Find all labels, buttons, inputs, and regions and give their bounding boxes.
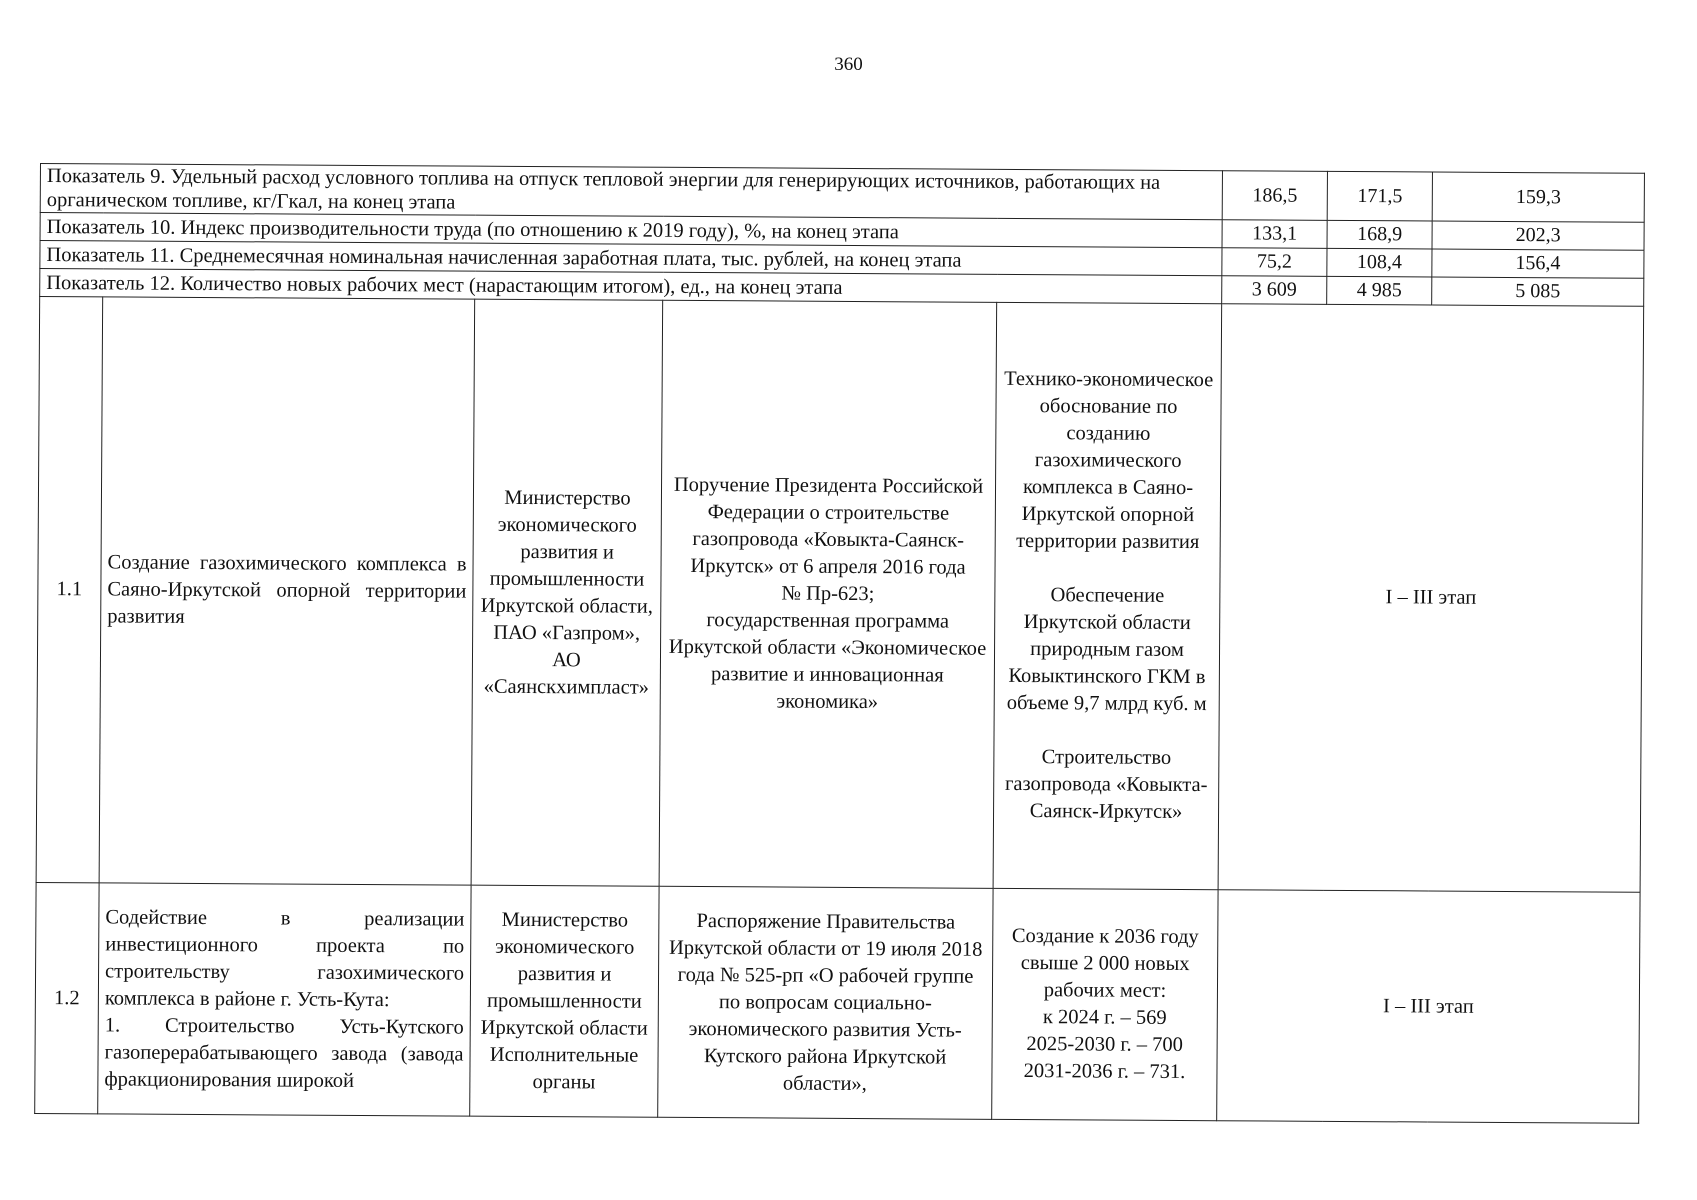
indicator-value-stage-1: 75,2 bbox=[1222, 248, 1327, 277]
measure-executors: Министерство экономического развития и промышленности Иркутской области Исполнительные органы bbox=[470, 885, 659, 1117]
measure-name: Создание газохимического комплекса в Саяно-Иркутской опорной территории развития bbox=[99, 297, 475, 885]
measure-basis: Распоряжение Правительства Иркутской области от 19 июля 2018 года № 525-рп «О рабочей группе по вопросам социально-экономического развития Усть-Кутского района Иркутской области», bbox=[658, 886, 993, 1119]
indicator-value-stage-2: 171,5 bbox=[1327, 171, 1432, 221]
measure-executors: Министерство экономического развития и промышленности Иркутской области, ПАО «Газпром», АО «Саянскхимпласт» bbox=[471, 299, 663, 886]
indicator-value-stage-2: 4 985 bbox=[1327, 276, 1432, 305]
indicator-value-stage-1: 186,5 bbox=[1222, 171, 1327, 221]
indicator-value-stage-3: 202,3 bbox=[1432, 221, 1644, 250]
measure-stage: I – III этап bbox=[1218, 304, 1644, 893]
result-item: Строительство газопровода «Ковыкта-Саянск-Иркутск» bbox=[1004, 746, 1208, 823]
measure-name: Содействие в реализации инвестиционного проекта по строительству газохимического комплекса в районе г. Усть-Кута: 1. Строительство Усть-Кутского газоперерабатывающего завода (завода фракционирования широкой bbox=[98, 883, 471, 1116]
indicator-value-stage-3: 159,3 bbox=[1432, 172, 1644, 222]
measure-results bbox=[993, 302, 1222, 889]
measure-row bbox=[36, 297, 1644, 893]
measure-stage: I – III этап bbox=[1217, 890, 1640, 1124]
indicator-label: Показатель 10. Индекс производительности труда (по отношению к 2019 году), %, на конец этапа bbox=[40, 213, 1222, 248]
measure-row bbox=[35, 882, 1640, 1123]
result-item: Технико-экономическое обоснование по созданию газохимического комплекса в Саяно-Иркутской опорной территории развития bbox=[1004, 367, 1214, 554]
result-spacer bbox=[1000, 717, 1212, 745]
indicator-value-stage-3: 5 085 bbox=[1432, 277, 1644, 306]
result-item: Обеспечение Иркутской области природным газом Ковыктинского ГКМ в объеме 9,7 млрд куб. м bbox=[1006, 584, 1207, 716]
indicator-label: Показатель 12. Количество новых рабочих мест (нарастающим итогом), ед., на конец этапа bbox=[40, 269, 1222, 304]
indicator-row bbox=[40, 164, 1644, 223]
measure-basis: Поручение Президента Российской Федерации о строительстве газопровода «Ковыкта-Саянск-Иркутск» от 6 апреля 2016 года № Пр-623; государственная программа Иркутской области «Экономическое развитие и инновационная экономика» bbox=[659, 300, 997, 888]
measure-number: 1.1 bbox=[36, 297, 103, 883]
indicator-value-stage-2: 168,9 bbox=[1327, 220, 1432, 249]
page-number: 360 bbox=[834, 54, 863, 75]
result-spacer bbox=[1001, 555, 1213, 583]
indicator-value-stage-1: 133,1 bbox=[1222, 220, 1327, 249]
program-table bbox=[34, 163, 1645, 1124]
indicator-value-stage-2: 108,4 bbox=[1327, 248, 1432, 277]
indicator-value-stage-1: 3 609 bbox=[1222, 276, 1327, 305]
measure-number: 1.2 bbox=[35, 882, 99, 1113]
indicator-label: Показатель 9. Удельный расход условного топлива на отпуск тепловой энергии для генерирующих источников, работающих на органическом топливе, кг/Гкал, на конец этапа bbox=[40, 164, 1222, 220]
indicator-label: Показатель 11. Среднемесячная номинальная начисленная заработная плата, тыс. рублей, на конец этапа bbox=[40, 241, 1222, 276]
indicator-value-stage-3: 156,4 bbox=[1432, 249, 1644, 278]
measure-results: Создание к 2036 году свыше 2 000 новых рабочих мест: к 2024 г. – 569 2025-2030 г. – 700 2031-2036 г. – 731. bbox=[992, 888, 1218, 1120]
